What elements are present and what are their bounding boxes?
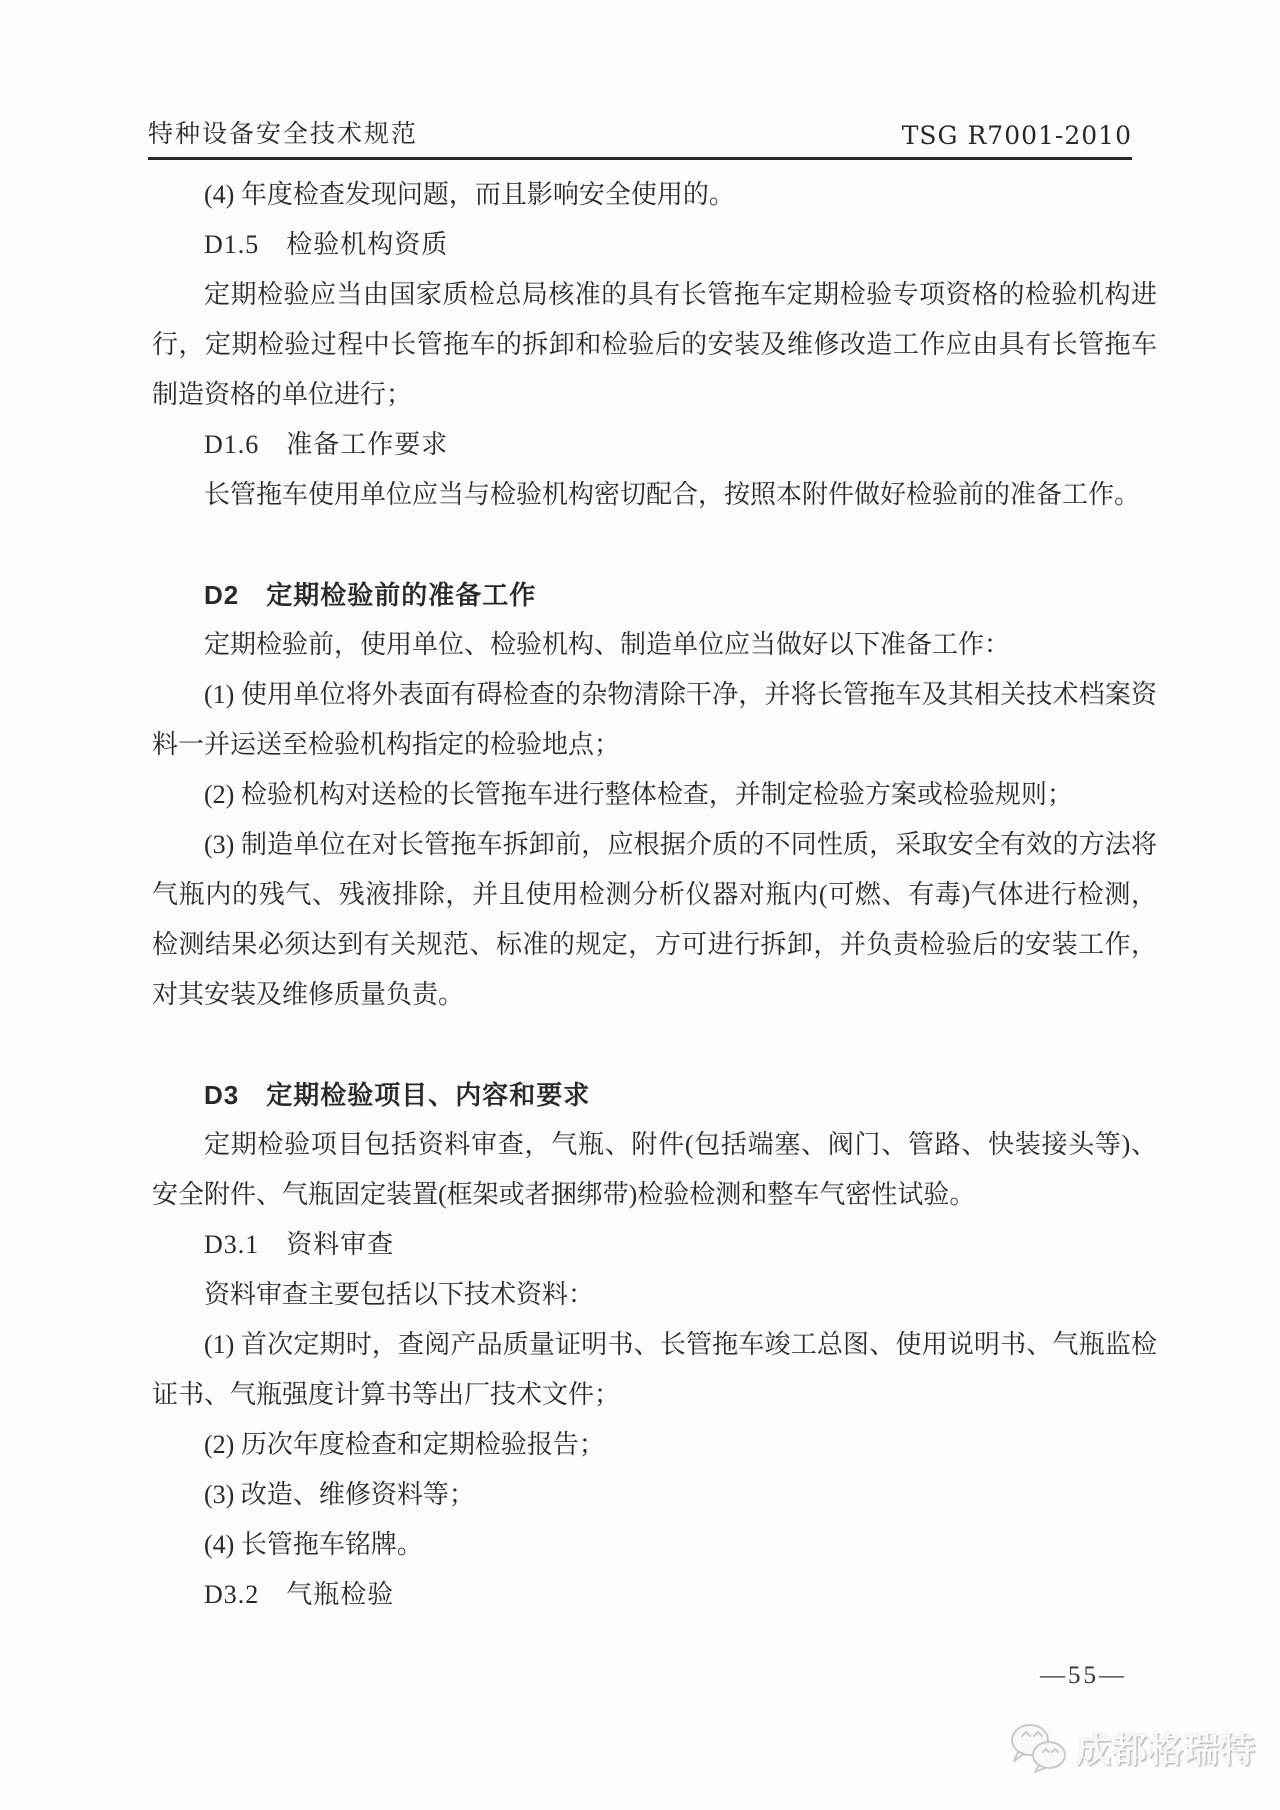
document-title: 特种设备安全技术规范 xyxy=(148,121,419,148)
heading-d2: D2 定期检验前的准备工作 xyxy=(204,580,537,610)
watermark xyxy=(1008,1722,1256,1774)
body-paragraph: (2) 检验机构对送检的长管拖车进行整体检查，并制定检验方案或检验规则； xyxy=(204,780,1073,809)
body-paragraph: (4) 长管拖车铭牌。 xyxy=(204,1530,423,1559)
document-body xyxy=(152,170,1157,1620)
page-header xyxy=(148,114,1132,160)
wechat-icon xyxy=(1008,1722,1070,1774)
body-paragraph: 定期检验项目包括资料审查，气瓶、附件(包括端塞、阀门、管路、快装接头等)、安全附件、气瓶固定装置(框架或者捆绑带)检验检测和整车气密性试验。 xyxy=(152,1130,1157,1209)
heading-d3: D3 定期检验项目、内容和要求 xyxy=(204,1080,591,1110)
heading-d3-1: D3.1 资料审查 xyxy=(204,1230,395,1259)
body-paragraph: (1) 首次定期时，查阅产品质量证明书、长管拖车竣工总图、使用说明书、气瓶监检证书、气瓶强度计算书等出厂技术文件； xyxy=(152,1330,1157,1409)
body-paragraph: (3) 改造、维修资料等； xyxy=(204,1480,475,1509)
body-paragraph: (4) 年度检查发现问题，而且影响安全使用的。 xyxy=(204,180,735,209)
body-paragraph: 定期检验应当由国家质检总局核准的具有长管拖车定期检验专项资格的检验机构进行，定期检验过程中长管拖车的拆卸和检验后的安装及维修改造工作应由具有长管拖车制造资格的单位进行； xyxy=(152,280,1157,409)
heading-d1-5: D1.5 检验机构资质 xyxy=(204,230,449,259)
page-number: —55— xyxy=(1040,1662,1127,1689)
body-paragraph: (2) 历次年度检查和定期检验报告； xyxy=(204,1430,605,1459)
body-paragraph: (1) 使用单位将外表面有碍检查的杂物清除干净，并将长管拖车及其相关技术档案资料一并运送至检验机构指定的检验地点； xyxy=(152,680,1157,759)
heading-d3-2: D3.2 气瓶检验 xyxy=(204,1580,395,1609)
body-paragraph: 定期检验前，使用单位、检验机构、制造单位应当做好以下准备工作： xyxy=(204,630,1011,659)
watermark-text: 成都格瑞特 xyxy=(1076,1731,1257,1770)
body-paragraph: 长管拖车使用单位应当与检验机构密切配合，按照本附件做好检验前的准备工作。 xyxy=(204,480,1141,509)
heading-d1-6: D1.6 准备工作要求 xyxy=(204,430,449,459)
body-paragraph: 资料审查主要包括以下技术资料： xyxy=(204,1280,595,1309)
body-paragraph: (3) 制造单位在对长管拖车拆卸前，应根据介质的不同性质，采取安全有效的方法将气瓶内的残气、残液排除，并且使用检测分析仪器对瓶内(可燃、有毒)气体进行检测，检测结果必须达到有关规范、标准的规定，方可进行拆卸，并负责检验后的安装工作，对其安装及维修质量负责。 xyxy=(152,830,1157,1009)
document-code: TSG R7001-2010 xyxy=(901,121,1132,150)
